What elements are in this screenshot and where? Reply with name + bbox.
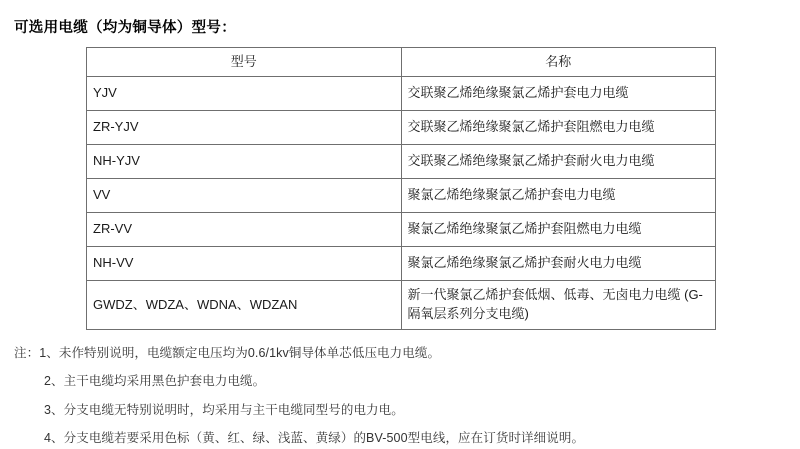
note-item: 3、分支电缆无特别说明时，均采用与主干电缆同型号的电力电。 — [44, 402, 404, 417]
table-row — [87, 145, 716, 179]
table-row — [87, 281, 716, 330]
table-row — [87, 247, 716, 281]
cell-model: NH-VV — [87, 247, 402, 281]
cell-model: VV — [87, 179, 402, 213]
cell-model: GWDZ、WDZA、WDNA、WDZAN — [87, 281, 402, 330]
cell-model: ZR-YJV — [87, 111, 402, 145]
note-item: 2、主干电缆均采用黑色护套电力电缆。 — [44, 374, 266, 389]
column-header-model: 型号 — [87, 48, 402, 77]
cable-model-table — [86, 47, 716, 330]
cell-model: ZR-VV — [87, 213, 402, 247]
table-row — [87, 77, 716, 111]
cell-name: 聚氯乙烯绝缘聚氯乙烯护套耐火电力电缆 — [401, 247, 716, 281]
note-item: 4、分支电缆若要采用色标（黄、红、绿、浅蓝、黄绿）的BV-500型电线，应在订货时详细说明。 — [44, 431, 585, 446]
table-body — [87, 77, 716, 330]
table-header-row — [87, 48, 716, 77]
note-item: 注：1、未作特别说明，电缆额定电压均为0.6/1kv铜导体单芯低压电力电缆。 — [14, 346, 441, 360]
table-header — [87, 48, 716, 77]
cell-name: 交联聚乙烯绝缘聚氯乙烯护套耐火电力电缆 — [401, 145, 716, 179]
cell-name: 交联聚乙烯绝缘聚氯乙烯护套阻燃电力电缆 — [401, 111, 716, 145]
column-header-name: 名称 — [401, 48, 716, 77]
table-row — [87, 179, 716, 213]
table-row — [87, 213, 716, 247]
page-title: 可选用电缆（均为铜导体）型号： — [14, 20, 236, 36]
cell-name: 聚氯乙烯绝缘聚氯乙烯护套电力电缆 — [401, 179, 716, 213]
cell-model: NH-YJV — [87, 145, 402, 179]
table-row — [87, 111, 716, 145]
cell-name: 聚氯乙烯绝缘聚氯乙烯护套阻燃电力电缆 — [401, 213, 716, 247]
cell-name: 新一代聚氯乙烯护套低烟、低毒、无卤电力电缆 (G-隔氧层系列分支电缆) — [401, 281, 716, 330]
notes-section — [14, 344, 800, 449]
cell-name: 交联聚乙烯绝缘聚氯乙烯护套电力电缆 — [401, 77, 716, 111]
cell-model: YJV — [87, 77, 402, 111]
